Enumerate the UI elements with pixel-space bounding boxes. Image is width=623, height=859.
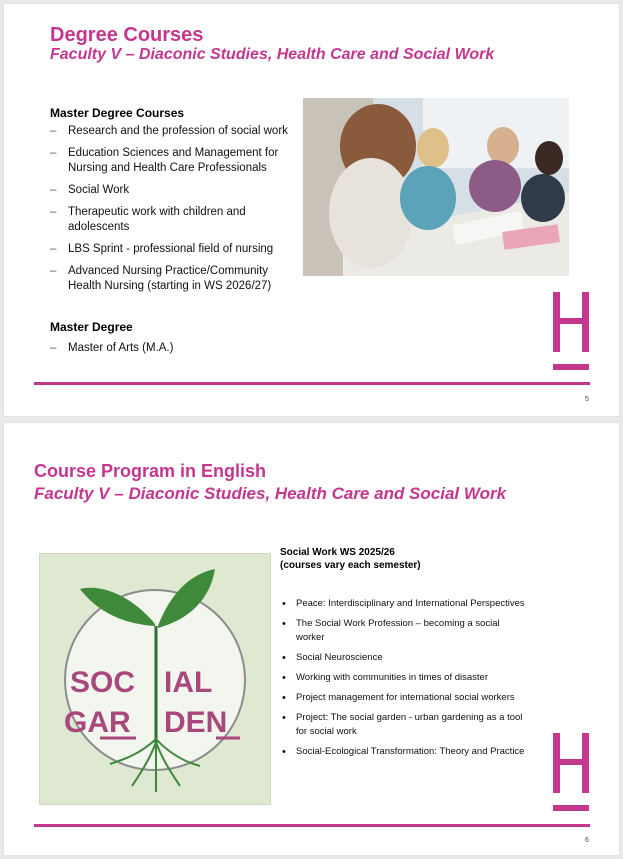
slide-title: Course Program in English — [34, 461, 267, 481]
list-item: – Therapeutic work with children and adolescents — [50, 205, 290, 235]
slide-subtitle: Faculty V – Diaconic Studies, Health Care and Social Work — [34, 484, 507, 503]
students-photo — [303, 98, 569, 276]
degree-list — [50, 341, 290, 363]
slide-subtitle: Faculty V – Diaconic Studies, Health Care and Social Work — [50, 46, 495, 63]
divider-line — [34, 382, 590, 385]
svg-text:GAR: GAR — [64, 706, 131, 739]
slide-title: Degree Courses — [50, 24, 204, 46]
master-courses-heading: Master Degree Courses — [50, 106, 185, 120]
list-item: – Social Work — [50, 183, 290, 198]
list-item: • The Social Work Profession – becoming a social worker — [280, 617, 530, 645]
list-item: – Education Sciences and Management for Nursing and Health Care Professionals — [50, 146, 290, 176]
h-logo — [551, 733, 591, 813]
page-number: 5 — [585, 396, 589, 403]
slide-degree-courses — [4, 4, 619, 416]
list-item: • Peace: Interdisciplinary and International Perspectives — [280, 597, 530, 611]
list-item: • Project management for international social workers — [280, 691, 530, 705]
list-item: – LBS Sprint - professional field of nursing — [50, 242, 290, 257]
h-logo — [551, 292, 591, 372]
svg-text:IAL: IAL — [164, 666, 213, 699]
divider-line — [34, 824, 590, 827]
list-item: • Project: The social garden - urban gardening as a tool for social work — [280, 711, 530, 739]
list-item: – Advanced Nursing Practice/Community Health Nursing (starting in WS 2026/27) — [50, 264, 290, 294]
svg-text:SOC: SOC — [70, 666, 136, 699]
courses-list — [280, 597, 530, 765]
program-heading: Social Work WS 2025/26 — [280, 547, 395, 558]
slide-course-program — [4, 423, 619, 855]
list-item: – Master of Arts (M.A.) — [50, 341, 290, 356]
svg-text:DEN: DEN — [164, 706, 228, 739]
list-item: • Working with communities in times of disaster — [280, 671, 530, 685]
master-courses-list — [50, 124, 290, 301]
list-item: • Social-Ecological Transformation: Theory and Practice — [280, 745, 530, 759]
list-item: • Social Neuroscience — [280, 651, 530, 665]
list-item: – Research and the profession of social work — [50, 124, 290, 139]
page-number: 6 — [585, 837, 589, 844]
master-degree-heading: Master Degree — [50, 320, 133, 334]
social-garden-logo — [39, 553, 271, 805]
program-note: (courses vary each semester) — [280, 560, 421, 571]
